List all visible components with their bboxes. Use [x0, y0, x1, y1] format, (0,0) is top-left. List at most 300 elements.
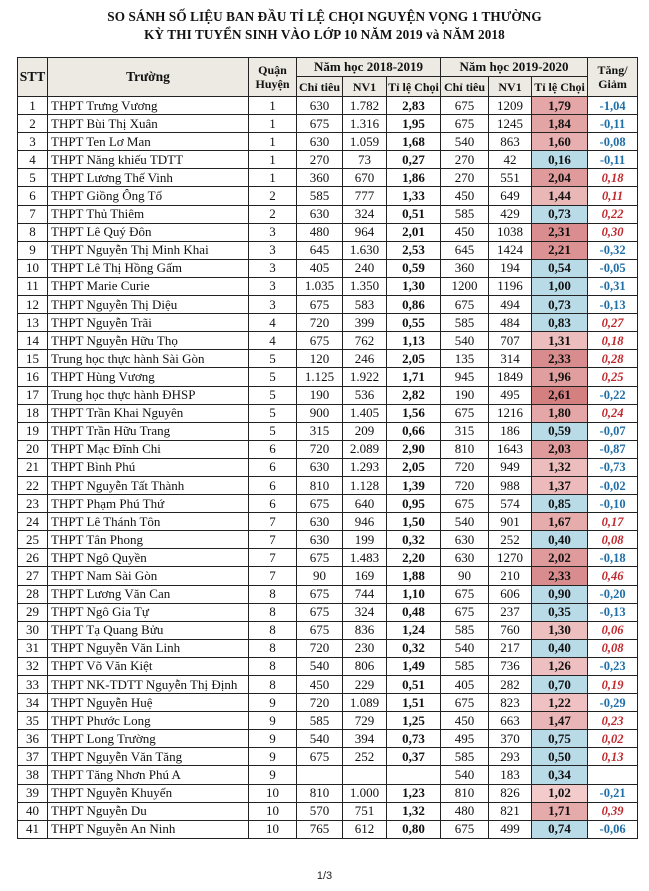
cell-quota-2019: 450 — [441, 223, 489, 241]
cell-nv1-2019: 429 — [489, 205, 532, 223]
cell-nv1-2018: 2.089 — [343, 440, 387, 458]
cell-quota-2018: 675 — [297, 332, 343, 350]
cell-ratio-2019: 0,74 — [532, 820, 588, 838]
cell-change: 0,25 — [588, 368, 638, 386]
cell-nv1-2019: 707 — [489, 332, 532, 350]
cell-nv1-2018: 1.405 — [343, 404, 387, 422]
cell-stt: 32 — [18, 657, 48, 675]
cell-quota-2018: 630 — [297, 531, 343, 549]
cell-quota-2019: 585 — [441, 657, 489, 675]
cell-district: 9 — [249, 694, 297, 712]
cell-ratio-2018: 0,55 — [387, 314, 441, 332]
cell-change: 0,22 — [588, 205, 638, 223]
cell-change: 0,06 — [588, 621, 638, 639]
cell-quota-2018: 645 — [297, 241, 343, 259]
cell-ratio-2019: 2,33 — [532, 350, 588, 368]
cell-change: -0,18 — [588, 549, 638, 567]
cell-quota-2018: 570 — [297, 802, 343, 820]
cell-ratio-2019: 0,34 — [532, 766, 588, 784]
cell-nv1-2019: 606 — [489, 585, 532, 603]
cell-district: 1 — [249, 115, 297, 133]
cell-ratio-2019: 0,83 — [532, 314, 588, 332]
cell-ratio-2019: 1,32 — [532, 458, 588, 476]
cell-quota-2019: 675 — [441, 296, 489, 314]
cell-change: -0,11 — [588, 151, 638, 169]
cell-change: 0,18 — [588, 169, 638, 187]
cell-school-name: THPT Trần Hữu Trang — [48, 422, 249, 440]
cell-quota-2018: 450 — [297, 676, 343, 694]
cell-nv1-2019: 1424 — [489, 241, 532, 259]
cell-school-name: THPT Lê Quý Đôn — [48, 223, 249, 241]
cell-ratio-2018: 2,05 — [387, 458, 441, 476]
cell-quota-2018: 810 — [297, 476, 343, 494]
table-row — [18, 404, 638, 422]
table-row — [18, 386, 638, 404]
cell-stt: 23 — [18, 495, 48, 513]
cell-ratio-2019: 0,59 — [532, 422, 588, 440]
cell-quota-2019: 270 — [441, 169, 489, 187]
cell-district: 3 — [249, 296, 297, 314]
cell-quota-2019: 540 — [441, 513, 489, 531]
cell-school-name: THPT Long Trường — [48, 730, 249, 748]
cell-nv1-2018: 640 — [343, 495, 387, 513]
cell-school-name: THPT NK-TDTT Nguyễn Thị Định — [48, 676, 249, 694]
cell-ratio-2019: 0,73 — [532, 296, 588, 314]
cell-school-name: THPT Tạ Quang Bửu — [48, 621, 249, 639]
cell-change: -0,13 — [588, 603, 638, 621]
cell-nv1-2019: 217 — [489, 639, 532, 657]
cell-change: 0,08 — [588, 639, 638, 657]
cell-district: 6 — [249, 458, 297, 476]
cell-quota-2019: 810 — [441, 784, 489, 802]
cell-quota-2018: 675 — [297, 585, 343, 603]
table-row — [18, 296, 638, 314]
cell-ratio-2019: 0,90 — [532, 585, 588, 603]
cell-ratio-2018: 0,48 — [387, 603, 441, 621]
cell-nv1-2019: 1643 — [489, 440, 532, 458]
cell-ratio-2018: 0,51 — [387, 205, 441, 223]
cell-nv1-2019: 1270 — [489, 549, 532, 567]
header-nv1-2019: NV1 — [489, 77, 532, 97]
cell-stt: 16 — [18, 368, 48, 386]
cell-school-name: THPT Tân Phong — [48, 531, 249, 549]
cell-quota-2018: 720 — [297, 639, 343, 657]
cell-nv1-2019: 760 — [489, 621, 532, 639]
cell-ratio-2018: 2,83 — [387, 97, 441, 115]
cell-ratio-2019: 1,00 — [532, 277, 588, 295]
cell-ratio-2018: 1,30 — [387, 277, 441, 295]
cell-stt: 25 — [18, 531, 48, 549]
cell-nv1-2018: 670 — [343, 169, 387, 187]
cell-stt: 5 — [18, 169, 48, 187]
table-row — [18, 350, 638, 368]
cell-ratio-2019: 1,02 — [532, 784, 588, 802]
cell-quota-2018: 720 — [297, 314, 343, 332]
header-chi-tieu-2018: Chỉ tiêu — [297, 77, 343, 97]
cell-nv1-2019: 194 — [489, 259, 532, 277]
cell-change: -0,13 — [588, 296, 638, 314]
header-quan-huyen: Quận Huyện — [249, 58, 297, 97]
cell-nv1-2019: 863 — [489, 133, 532, 151]
cell-district: 7 — [249, 567, 297, 585]
cell-ratio-2018: 2,20 — [387, 549, 441, 567]
cell-quota-2018: 405 — [297, 259, 343, 277]
cell-school-name: THPT Nguyễn Thị Minh Khai — [48, 241, 249, 259]
cell-nv1-2018: 199 — [343, 531, 387, 549]
cell-stt: 26 — [18, 549, 48, 567]
cell-school-name: THPT Nguyễn Thị Diệu — [48, 296, 249, 314]
cell-nv1-2018: 230 — [343, 639, 387, 657]
cell-quota-2019: 720 — [441, 476, 489, 494]
cell-district: 5 — [249, 368, 297, 386]
table-row — [18, 730, 638, 748]
table-row — [18, 115, 638, 133]
cell-nv1-2019: 988 — [489, 476, 532, 494]
cell-school-name: THPT Hùng Vương — [48, 368, 249, 386]
cell-nv1-2019: 1196 — [489, 277, 532, 295]
cell-stt: 33 — [18, 676, 48, 694]
cell-ratio-2019: 0,16 — [532, 151, 588, 169]
cell-nv1-2019: 551 — [489, 169, 532, 187]
cell-school-name: THPT Thủ Thiêm — [48, 205, 249, 223]
cell-ratio-2018: 1,50 — [387, 513, 441, 531]
cell-district: 8 — [249, 585, 297, 603]
cell-district: 3 — [249, 259, 297, 277]
cell-nv1-2019: 949 — [489, 458, 532, 476]
cell-nv1-2019: 736 — [489, 657, 532, 675]
cell-stt: 20 — [18, 440, 48, 458]
cell-change: -0,21 — [588, 784, 638, 802]
cell-quota-2019: 1200 — [441, 277, 489, 295]
cell-nv1-2018: 729 — [343, 712, 387, 730]
cell-quota-2019: 540 — [441, 639, 489, 657]
cell-school-name: Trung học thực hành Sài Gòn — [48, 350, 249, 368]
table-row — [18, 567, 638, 585]
cell-district: 8 — [249, 603, 297, 621]
cell-ratio-2019: 2,04 — [532, 169, 588, 187]
cell-change: 0,30 — [588, 223, 638, 241]
cell-stt: 14 — [18, 332, 48, 350]
cell-district: 8 — [249, 639, 297, 657]
cell-quota-2018: 480 — [297, 223, 343, 241]
cell-stt: 15 — [18, 350, 48, 368]
cell-stt: 19 — [18, 422, 48, 440]
table-row — [18, 712, 638, 730]
cell-ratio-2018: 0,95 — [387, 495, 441, 513]
table-row — [18, 97, 638, 115]
table-row — [18, 259, 638, 277]
cell-ratio-2019: 0,73 — [532, 205, 588, 223]
cell-stt: 17 — [18, 386, 48, 404]
cell-district: 9 — [249, 766, 297, 784]
cell-quota-2019: 540 — [441, 332, 489, 350]
cell-quota-2019: 720 — [441, 458, 489, 476]
cell-quota-2019: 945 — [441, 368, 489, 386]
cell-stt: 28 — [18, 585, 48, 603]
cell-district: 3 — [249, 241, 297, 259]
cell-nv1-2019: 293 — [489, 748, 532, 766]
cell-quota-2018: 1.125 — [297, 368, 343, 386]
cell-quota-2019: 675 — [441, 603, 489, 621]
cell-school-name: THPT Nguyễn Văn Linh — [48, 639, 249, 657]
cell-district: 7 — [249, 549, 297, 567]
cell-quota-2018: 720 — [297, 440, 343, 458]
cell-stt: 39 — [18, 784, 48, 802]
cell-ratio-2019: 1,67 — [532, 513, 588, 531]
cell-stt: 34 — [18, 694, 48, 712]
cell-district: 5 — [249, 386, 297, 404]
cell-stt: 22 — [18, 476, 48, 494]
cell-nv1-2019: 252 — [489, 531, 532, 549]
cell-change: -0,31 — [588, 277, 638, 295]
cell-ratio-2019: 1,80 — [532, 404, 588, 422]
table-row — [18, 169, 638, 187]
cell-district: 9 — [249, 712, 297, 730]
cell-ratio-2018: 1,25 — [387, 712, 441, 730]
cell-quota-2019: 645 — [441, 241, 489, 259]
cell-district: 3 — [249, 277, 297, 295]
table-row — [18, 458, 638, 476]
cell-change: -0,06 — [588, 820, 638, 838]
cell-school-name: THPT Lê Thị Hồng Gấm — [48, 259, 249, 277]
cell-school-name: THPT Lương Thế Vinh — [48, 169, 249, 187]
cell-quota-2018: 630 — [297, 458, 343, 476]
cell-ratio-2019: 0,40 — [532, 531, 588, 549]
cell-school-name: THPT Nguyễn Du — [48, 802, 249, 820]
cell-nv1-2018: 1.316 — [343, 115, 387, 133]
cell-ratio-2018: 1,33 — [387, 187, 441, 205]
cell-ratio-2018: 1,10 — [387, 585, 441, 603]
cell-stt: 12 — [18, 296, 48, 314]
cell-nv1-2019: 494 — [489, 296, 532, 314]
cell-nv1-2019: 186 — [489, 422, 532, 440]
cell-nv1-2018: 744 — [343, 585, 387, 603]
cell-quota-2019: 630 — [441, 531, 489, 549]
cell-change: 0,19 — [588, 676, 638, 694]
cell-quota-2018: 675 — [297, 495, 343, 513]
header-year-2018-2019: Năm học 2018-2019 — [297, 58, 441, 77]
cell-school-name: THPT Nguyễn Tất Thành — [48, 476, 249, 494]
cell-ratio-2018: 1,86 — [387, 169, 441, 187]
cell-quota-2018: 1.035 — [297, 277, 343, 295]
cell-change: -0,05 — [588, 259, 638, 277]
cell-school-name: THPT Nguyễn An Ninh — [48, 820, 249, 838]
cell-nv1-2018: 1.128 — [343, 476, 387, 494]
cell-school-name: THPT Ten Lơ Man — [48, 133, 249, 151]
cell-ratio-2018: 1,49 — [387, 657, 441, 675]
cell-nv1-2019: 1038 — [489, 223, 532, 241]
table-row — [18, 802, 638, 820]
header-ti-le-choi-2019: Tỉ lệ Chọi — [532, 77, 588, 97]
cell-change: 0,08 — [588, 531, 638, 549]
table-row — [18, 820, 638, 838]
cell-nv1-2018: 751 — [343, 802, 387, 820]
cell-ratio-2019: 1,47 — [532, 712, 588, 730]
cell-school-name: THPT Ngô Quyền — [48, 549, 249, 567]
table-row — [18, 314, 638, 332]
cell-quota-2019: 585 — [441, 205, 489, 223]
cell-quota-2019: 450 — [441, 187, 489, 205]
cell-ratio-2019: 1,60 — [532, 133, 588, 151]
cell-quota-2019: 315 — [441, 422, 489, 440]
cell-change: 0,23 — [588, 712, 638, 730]
cell-district: 9 — [249, 748, 297, 766]
cell-nv1-2018: 1.089 — [343, 694, 387, 712]
cell-change: 0,39 — [588, 802, 638, 820]
cell-school-name: THPT Bình Phú — [48, 458, 249, 476]
table-row — [18, 332, 638, 350]
header-chi-tieu-2019: Chỉ tiêu — [441, 77, 489, 97]
table-row — [18, 368, 638, 386]
cell-district: 3 — [249, 223, 297, 241]
cell-quota-2019: 585 — [441, 621, 489, 639]
cell-nv1-2018: 229 — [343, 676, 387, 694]
cell-school-name: THPT Nam Sài Gòn — [48, 567, 249, 585]
cell-nv1-2019: 821 — [489, 802, 532, 820]
cell-district: 10 — [249, 820, 297, 838]
cell-quota-2019: 675 — [441, 97, 489, 115]
cell-quota-2018: 315 — [297, 422, 343, 440]
cell-ratio-2019: 2,21 — [532, 241, 588, 259]
cell-ratio-2019: 0,85 — [532, 495, 588, 513]
cell-ratio-2019: 1,71 — [532, 802, 588, 820]
cell-ratio-2019: 1,22 — [532, 694, 588, 712]
cell-stt: 2 — [18, 115, 48, 133]
cell-quota-2018: 675 — [297, 621, 343, 639]
cell-school-name: THPT Nguyễn Huệ — [48, 694, 249, 712]
document-title-line-1: SO SÁNH SỐ LIỆU BAN ĐẦU TỈ LỆ CHỌI NGUYỆN VỌNG 1 THƯỜNG — [107, 9, 542, 24]
cell-ratio-2019: 1,79 — [532, 97, 588, 115]
cell-ratio-2019: 1,30 — [532, 621, 588, 639]
table-row — [18, 223, 638, 241]
header-tang-giam: Tăng/ Giảm — [588, 58, 638, 97]
cell-nv1-2018 — [343, 766, 387, 784]
admission-ratio-table — [17, 57, 638, 839]
cell-ratio-2019: 1,44 — [532, 187, 588, 205]
table-row — [18, 513, 638, 531]
cell-nv1-2018: 73 — [343, 151, 387, 169]
cell-quota-2018: 630 — [297, 205, 343, 223]
cell-quota-2019: 190 — [441, 386, 489, 404]
cell-stt: 7 — [18, 205, 48, 223]
cell-change: 0,13 — [588, 748, 638, 766]
cell-ratio-2019: 1,37 — [532, 476, 588, 494]
cell-quota-2018: 360 — [297, 169, 343, 187]
cell-school-name: THPT Trưng Vương — [48, 97, 249, 115]
table-row — [18, 639, 638, 657]
cell-quota-2018: 190 — [297, 386, 343, 404]
cell-change: -0,22 — [588, 386, 638, 404]
table-row — [18, 133, 638, 151]
cell-quota-2018: 585 — [297, 712, 343, 730]
table-row — [18, 585, 638, 603]
cell-school-name: THPT Lương Văn Can — [48, 585, 249, 603]
table-row — [18, 241, 638, 259]
cell-change: 0,11 — [588, 187, 638, 205]
cell-quota-2019: 405 — [441, 676, 489, 694]
cell-district: 10 — [249, 802, 297, 820]
cell-stt: 31 — [18, 639, 48, 657]
cell-nv1-2018: 1.350 — [343, 277, 387, 295]
cell-school-name: THPT Trần Khai Nguyên — [48, 404, 249, 422]
cell-nv1-2019: 663 — [489, 712, 532, 730]
cell-quota-2019: 450 — [441, 712, 489, 730]
cell-ratio-2018: 2,01 — [387, 223, 441, 241]
cell-nv1-2018: 583 — [343, 296, 387, 314]
cell-ratio-2018: 2,82 — [387, 386, 441, 404]
page-number: 1/3 — [316, 870, 333, 882]
cell-school-name: THPT Phạm Phú Thứ — [48, 495, 249, 513]
table-row — [18, 151, 638, 169]
cell-district: 2 — [249, 205, 297, 223]
cell-school-name: THPT Marie Curie — [48, 277, 249, 295]
cell-quota-2019: 540 — [441, 766, 489, 784]
cell-ratio-2018: 1,13 — [387, 332, 441, 350]
cell-change: 0,17 — [588, 513, 638, 531]
header-nv1-2018: NV1 — [343, 77, 387, 97]
header-ti-le-choi-2018: Tỉ lệ Chọi — [387, 77, 441, 97]
cell-nv1-2019: 499 — [489, 820, 532, 838]
cell-nv1-2018: 209 — [343, 422, 387, 440]
cell-stt: 37 — [18, 748, 48, 766]
cell-nv1-2019: 574 — [489, 495, 532, 513]
cell-school-name: THPT Nguyễn Trãi — [48, 314, 249, 332]
cell-nv1-2018: 612 — [343, 820, 387, 838]
cell-nv1-2018: 1.782 — [343, 97, 387, 115]
cell-school-name: Trung học thực hành ĐHSP — [48, 386, 249, 404]
cell-school-name: THPT Nguyễn Khuyến — [48, 784, 249, 802]
cell-ratio-2019: 1,26 — [532, 657, 588, 675]
cell-nv1-2018: 240 — [343, 259, 387, 277]
table-row — [18, 187, 638, 205]
cell-nv1-2019: 370 — [489, 730, 532, 748]
cell-change: -0,20 — [588, 585, 638, 603]
cell-school-name: THPT Năng khiếu TDTT — [48, 151, 249, 169]
table-row — [18, 621, 638, 639]
cell-stt: 24 — [18, 513, 48, 531]
table-row — [18, 766, 638, 784]
cell-nv1-2018: 806 — [343, 657, 387, 675]
cell-quota-2018: 270 — [297, 151, 343, 169]
cell-change: -0,07 — [588, 422, 638, 440]
cell-quota-2018: 675 — [297, 603, 343, 621]
cell-quota-2018: 675 — [297, 549, 343, 567]
cell-nv1-2018: 252 — [343, 748, 387, 766]
cell-nv1-2019: 1849 — [489, 368, 532, 386]
table-row — [18, 657, 638, 675]
cell-change: -0,32 — [588, 241, 638, 259]
cell-ratio-2018: 0,32 — [387, 531, 441, 549]
cell-nv1-2018: 1.293 — [343, 458, 387, 476]
cell-nv1-2019: 495 — [489, 386, 532, 404]
cell-quota-2019: 540 — [441, 133, 489, 151]
cell-change: -0,08 — [588, 133, 638, 151]
cell-nv1-2019: 1216 — [489, 404, 532, 422]
cell-quota-2018: 630 — [297, 133, 343, 151]
cell-district: 9 — [249, 730, 297, 748]
cell-quota-2019: 675 — [441, 404, 489, 422]
cell-quota-2019: 675 — [441, 694, 489, 712]
cell-district: 5 — [249, 404, 297, 422]
cell-quota-2018: 765 — [297, 820, 343, 838]
cell-school-name: THPT Võ Văn Kiệt — [48, 657, 249, 675]
cell-quota-2018: 675 — [297, 115, 343, 133]
cell-stt: 8 — [18, 223, 48, 241]
cell-ratio-2019: 2,02 — [532, 549, 588, 567]
cell-district: 8 — [249, 621, 297, 639]
cell-ratio-2018: 0,37 — [387, 748, 441, 766]
table-row — [18, 676, 638, 694]
